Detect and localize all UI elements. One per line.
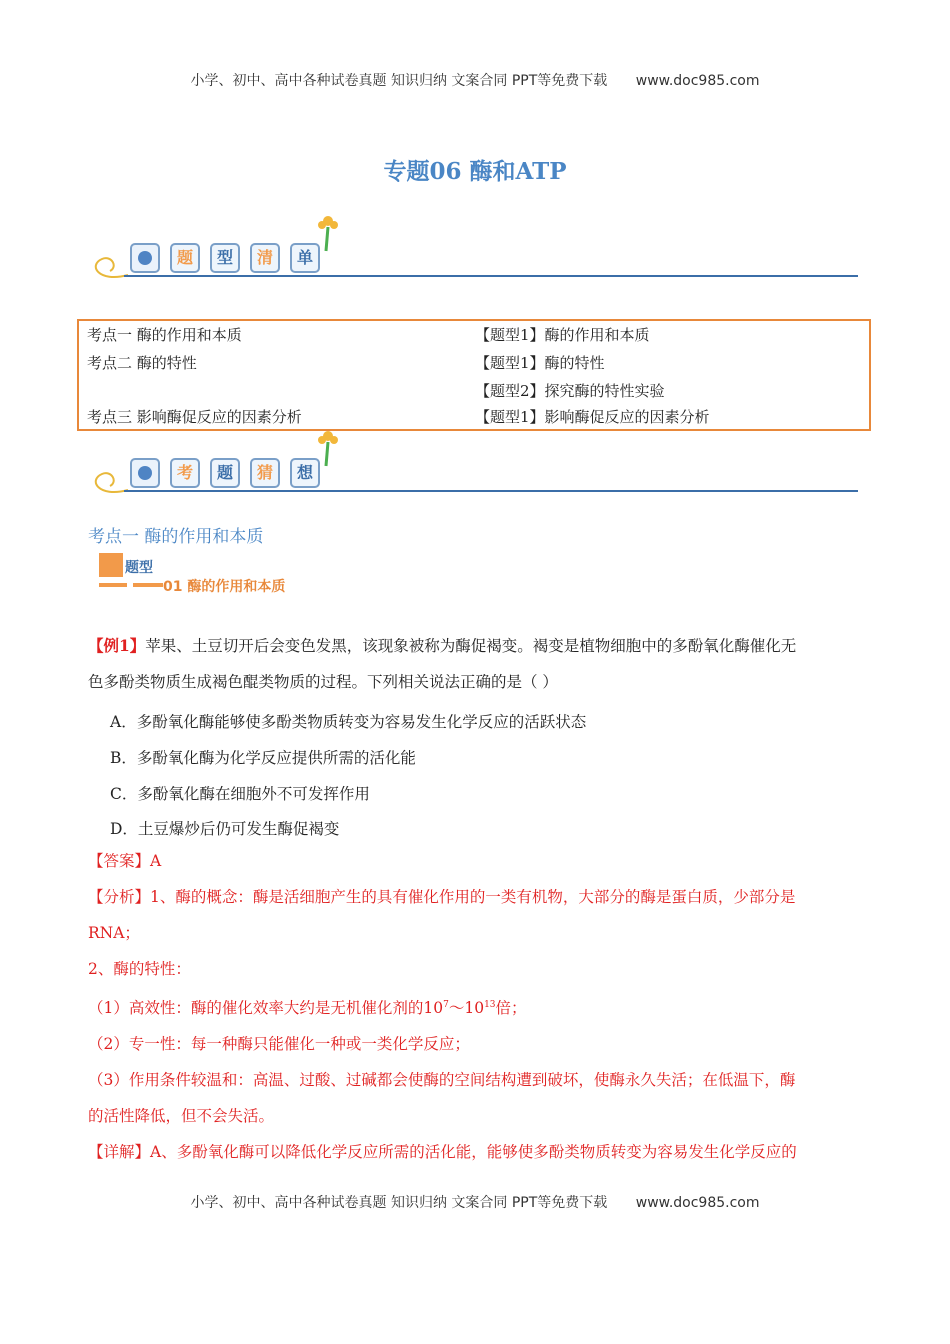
- topic-item: 考点二 酶的特性: [87, 354, 197, 372]
- footer-text: 小学、初中、高中各种试卷真题 知识归纳 文案合同 PPT等免费下载: [190, 1195, 608, 1211]
- example-stem: [88, 628, 858, 700]
- option-a: A．多酚氧化酶能够使多酚类物质转变为容易发生化学反应的活跃状态: [110, 713, 587, 731]
- stem-line: 色多酚类物质生成褐色醌类物质的过程。下列相关说法正确的是（ ）: [88, 673, 558, 691]
- analysis-text: ～10: [448, 999, 485, 1018]
- analysis-line: 2、酶的特性：: [88, 960, 191, 978]
- analysis-line: 【分析】1、酶的概念：酶是活细胞产生的具有催化作用的一类有机物，大部分的酶是蛋白质，少部分是: [88, 888, 796, 906]
- badge-subtitle: 01 酶的作用和本质: [163, 579, 286, 595]
- page-title: 专题06 酶和ATP: [383, 158, 567, 185]
- analysis-line: [88, 987, 858, 1026]
- page-header: [0, 70, 950, 90]
- banner-char: 考: [170, 458, 200, 488]
- option-d: D．土豆爆炒后仍可发生酶促褐变: [110, 820, 340, 838]
- topic-item: 考点一 酶的作用和本质: [87, 326, 242, 344]
- bullet-icon: [130, 458, 160, 488]
- badge-bar: [99, 583, 127, 587]
- badge-label: 题型: [125, 560, 153, 576]
- answer-analysis: [88, 843, 858, 1170]
- option-c: C．多酚氧化酶在细胞外不可发挥作用: [110, 785, 370, 803]
- analysis-line: （2）专一性：每一种酶只能催化一种或一类化学反应；: [88, 1035, 470, 1054]
- banner-char: 清: [250, 243, 280, 273]
- banner-char: 题: [170, 243, 200, 273]
- banner-char: 单: [290, 243, 320, 273]
- topic-list: [77, 319, 871, 431]
- banner-rule: [124, 275, 858, 277]
- flower-icon: [316, 428, 344, 468]
- exponent: 7: [443, 1000, 449, 1010]
- detail-line: 【详解】A、多酚氧化酶可以降低化学反应所需的活化能，能够使多酚类物质转变为容易发生化学反应的: [88, 1143, 797, 1162]
- banner-char: 题: [210, 458, 240, 488]
- header-site[interactable]: www.doc985.com: [635, 73, 760, 89]
- type-item: 【题型2】探究酶的特性实验: [475, 382, 665, 400]
- header-text: 小学、初中、高中各种试卷真题 知识归纳 文案合同 PPT等免费下载: [190, 73, 608, 89]
- banner-exam-prediction: [88, 440, 858, 500]
- analysis-text: 倍；: [495, 999, 527, 1018]
- option-b: B．多酚氧化酶为化学反应提供所需的活化能: [110, 749, 416, 767]
- type-item: 【题型1】酶的特性: [475, 354, 605, 372]
- answer: 【答案】A: [88, 852, 162, 870]
- banner-char: 猜: [250, 458, 280, 488]
- badge-square-icon: [99, 553, 123, 577]
- analysis-line: 的活性降低，但不会失活。: [88, 1107, 275, 1126]
- banner-char: 想: [290, 458, 320, 488]
- type-item: 【题型1】影响酶促反应的因素分析: [475, 408, 710, 426]
- analysis-text: （1）高效性：酶的催化效率大约是无机催化剂的10: [88, 999, 444, 1018]
- badge-bar: [133, 583, 163, 587]
- footer-site[interactable]: www.doc985.com: [635, 1195, 760, 1211]
- bullet-icon: [130, 243, 160, 273]
- analysis-line: （3）作用条件较温和：高温、过酸、过碱都会使酶的空间结构遭到破坏，使酶永久失活；在低温下，酶: [88, 1071, 796, 1090]
- section-heading: 考点一 酶的作用和本质: [88, 527, 264, 547]
- stem-line: 苹果、土豆切开后会变色发黑，该现象被称为酶促褐变。褐变是植物细胞中的多酚氧化酶催化无: [145, 637, 797, 655]
- page-footer: [0, 1192, 950, 1212]
- exponent: 13: [484, 1000, 496, 1010]
- flower-icon: [316, 213, 344, 253]
- topic-item: 考点三 影响酶促反应的因素分析: [87, 408, 302, 426]
- example-tag: 【例1】: [88, 636, 146, 655]
- analysis-line: RNA；: [88, 924, 140, 942]
- banner-question-types: [88, 225, 858, 285]
- type-item: 【题型1】酶的作用和本质: [475, 326, 650, 344]
- banner-char: 型: [210, 243, 240, 273]
- banner-rule: [124, 490, 858, 492]
